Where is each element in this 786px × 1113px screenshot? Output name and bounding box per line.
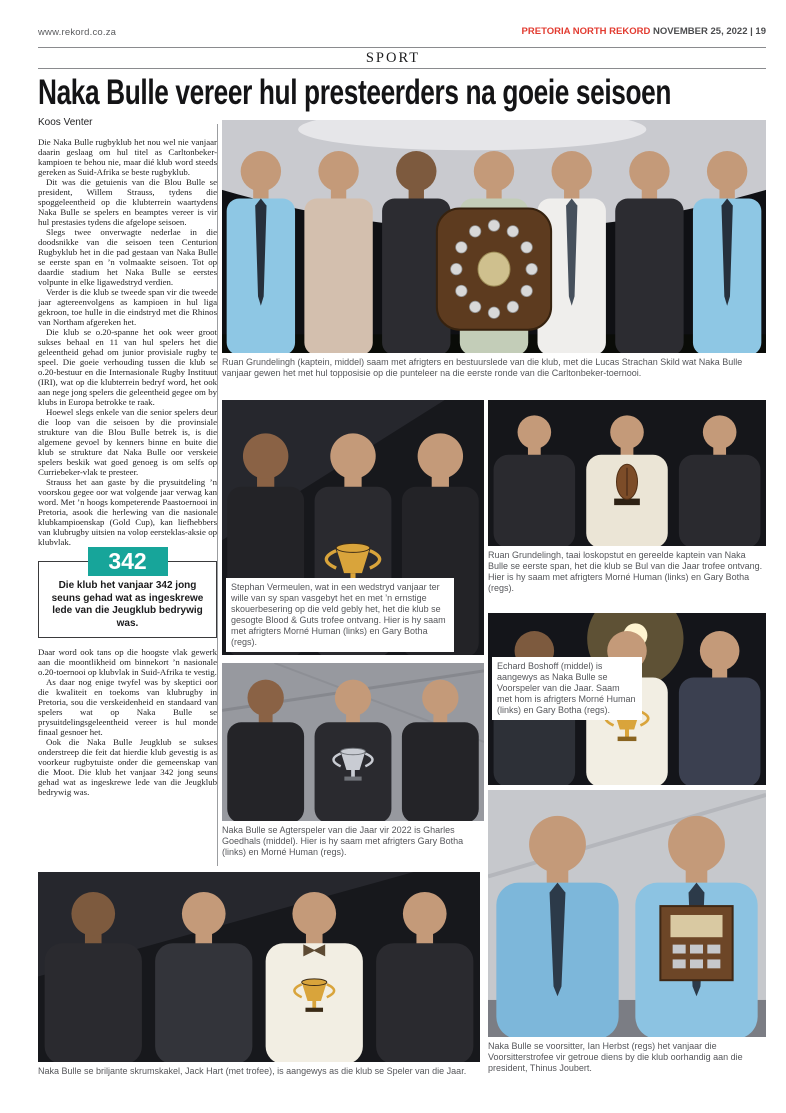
article-paragraph: Dit was die getuienis van die Blou Bulle se president, Willem Strauss, tydens die spoggeleentheid op die klubterrein waartydens Naka Bulle se spelers en beamptes vereer is vir hul prestasies tydens die afgelope seisoen. <box>38 177 217 227</box>
photo-jack-hart <box>38 872 480 1062</box>
photo-illustration <box>222 663 484 821</box>
article-paragraph: Verder is die klub se tweede span vir die tweede jaar agtereenvolgens as kampioen in hul liga gekroon, toe hulle in die eindstryd met die Rhinos van Northam afgereken het. <box>38 287 217 327</box>
photo-illustration <box>222 120 766 353</box>
pull-quote-text: Die klub het vanjaar 342 jong seuns gehad wat as ingeskrewe lede van die Jeugklub bedrywig was. <box>51 580 204 629</box>
issue-info: NOVEMBER 25, 2022 | 19 <box>652 26 766 37</box>
caption-jack-hart: Naka Bulle se briljante skrumskakel, Jack Hart (met trofee), is aangewys as die klub se Speler van die Jaar. <box>38 1066 467 1076</box>
photo-stephan-vermeulen <box>222 400 484 655</box>
masthead <box>522 26 766 37</box>
article-paragraph: Hoewel slegs enkele van die senior spelers deur die loop van die seisoen by die provinsiale strukture van die Blou Bulle betrek is, is die algemene gevoel by kenners binne en buite die klub se strukture dat Naka Bulle oor verskeie spelers beskik wat goed genoeg is om selfs op Curriebeker-vlak te presteer. <box>38 407 217 477</box>
photo-ruan-grundelingh <box>488 400 766 546</box>
caption-voorsitter: Naka Bulle se voorsitter, Ian Herbst (regs) het vanjaar die Voorsitterstrofee vir getroue diens by die klub oorhandig aan die president, Thinus Joubert. <box>488 1041 743 1073</box>
caption-main-group: Ruan Grundelingh (kaptein, middel) saam met afrigters en bestuurslede van die klub, met die Lucas Strachan Skild wat Naka Bulle vanjaar gewen het met hul topposisie op die punteleer na die eerste ronde van die Carltonbeker-toernooi. <box>222 357 743 378</box>
article-paragraph: Die Naka Bulle rugbyklub het nou wel nie vanjaar daarin geslaag om hul titel as Carltonbeker-kampioen te behou nie, maar dié klub word steeds gereken as Suid-Afrika se beste rugbyklub. <box>38 137 217 177</box>
article-paragraphs-top <box>38 137 217 547</box>
photo-illustration <box>488 790 766 1037</box>
caption-ruan-grundelingh: Ruan Grundelingh, taai loskopstut en gereelde kaptein van Naka Bulle se eerste span, het die klub se Bul van die Jaar trofee ontvang. Hier is hy saam met afrigters Morné Human (links) en Gary Botha (regs). <box>488 550 763 593</box>
masthead-title: PRETORIA NORTH REKORD <box>521 26 651 37</box>
photo-voorsitter <box>488 790 766 1037</box>
caption-agterspeler: Naka Bulle se Agterspeler van die Jaar vir 2022 is Gharles Goedhals (middel). Hier is hy saam met afrigters Gary Botha (links) en Morné Human (regs). <box>222 825 464 857</box>
divider-rule-section <box>38 68 766 69</box>
photo-main-group <box>222 120 766 353</box>
article-body-column <box>38 137 217 870</box>
photo-illustration <box>488 400 766 546</box>
article-headline: Naka Bulle vereer hul presteerders na goeie seisoen <box>38 73 672 112</box>
divider-rule-top <box>38 47 766 48</box>
photo-agterspeler <box>222 663 484 821</box>
section-title: SPORT <box>365 50 421 66</box>
article-paragraph: As daar nog enige twyfel was by skeptici oor die kwaliteit en toekoms van klubrugby in Pretoria, sou die verskeidenheid en standaard van spelers wat op Naka Bulle se prysuitdelingsgeleentheid vereer is hul monde finaal gesnoer het. <box>38 677 217 737</box>
article-paragraph: Daar word ook tans op die hoogste vlak gewerk aan die moontlikheid om binnekort ’n nasionale o.20-toernooi op klubvlak in Suid-Afrika te vestig. <box>38 647 217 677</box>
article-byline: Koos Venter <box>38 117 93 128</box>
article-paragraphs-bottom <box>38 647 217 797</box>
pull-quote-number-badge: 342 <box>88 547 168 576</box>
site-url: www.rekord.co.za <box>38 27 117 38</box>
article-paragraph: Ook die Naka Bulle Jeugklub se sukses onderstreep die feit dat hierdie klub gevestig is as voorkeur rugbytuiste onder die gemeenskap van die Moot. Die klub het vanjaar 342 jong seuns gehad wat as ingeskrewe lede van die Jeugklub bedrywig was. <box>38 737 217 797</box>
column-divider <box>217 124 218 866</box>
article-paragraph: Die klub se o.20-spanne het ook weer groot sukses behaal en 11 van hul spelers het die geleentheid gehad om junior provisiale rugby te speel. Die goeie verhouding tussen die klub se o.20-bestuur en die Internasionale Rugby Instituut (IRI), wat op die klubterrein bedryf word, het ook aan nege jong spelers die geleentheid gegee om by klubs in Europa betrokke te raak. <box>38 327 217 407</box>
article-paragraph: Strauss het aan gaste by die prysuitdeling ’n voorskou gegee oor wat volgende jaar verwag kan word. Met ’n hoogs kompeterende Paastoernooi in Pretoria, asook die herlewing van die nasionale klubkampioenskap (Gold Cup), kan liefhebbers van klubrugby uitsien na volop eersteklas-aksie op klubvlak. <box>38 477 217 547</box>
pull-quote-box <box>38 548 217 638</box>
article-paragraph: Slegs twee onverwagte nederlae in die doodsnikke van die seisoen teen Centurion Rugbyklub het in die pad gestaan van Naka Bulle se eerste span en ’n volmaakte seisoen. Tot op daardie stadium het Naka Bulle se eerstes volpunte in elke ligawedstryd verdien. <box>38 227 217 287</box>
caption-stephan-vermeulen: Stephan Vermeulen, wat in een wedstryd vanjaar ter wille van sy span vasgebyt het en met ’n ernstige skouerbesering op die veld gebly het, het die klub se gesogte Blood & Guts trofee ontvang. Hier is hy saam met afrigters Morné Human (links) en Gary Botha (regs). <box>226 578 454 652</box>
photo-echard-boshoff <box>488 613 766 785</box>
caption-echard-boshoff: Echard Boshoff (middel) is aangewys as Naka Bulle se Voorspeler van die Jaar. Saam met hom is afrigters Morné Human (links) en Gary Botha (regs). <box>492 657 642 720</box>
photo-illustration <box>38 872 480 1062</box>
